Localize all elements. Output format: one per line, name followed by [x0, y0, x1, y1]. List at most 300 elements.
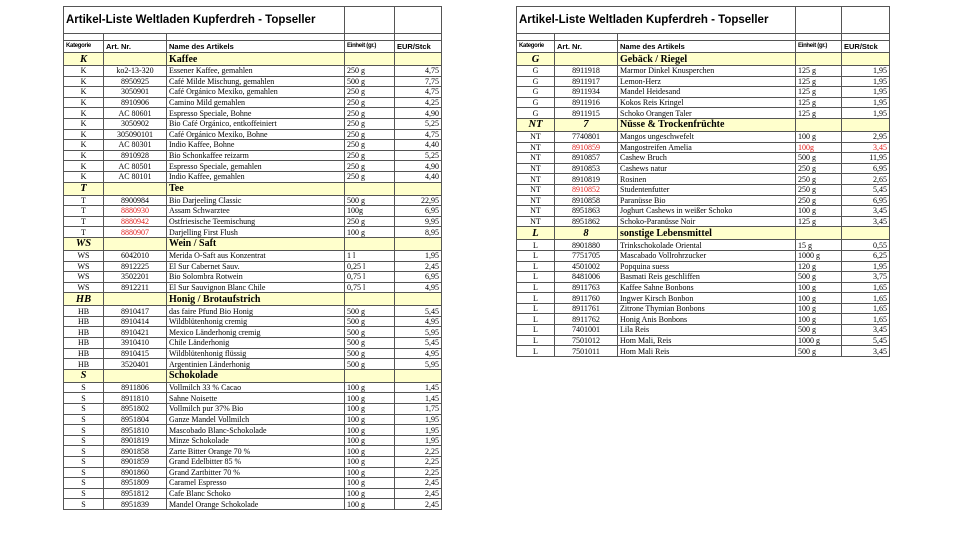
row-article-number: 3050901: [104, 87, 167, 98]
row-unit: 250 g: [796, 195, 842, 206]
row-unit: 100 g: [345, 414, 395, 425]
row-article-number: 8481006: [555, 272, 618, 283]
header-einheit: Einheit (gr.): [345, 41, 395, 53]
row-article-number: AC 80501: [104, 161, 167, 172]
row-unit: 500 g: [345, 76, 395, 87]
row-price: 1,45: [395, 393, 442, 404]
row-price: 2,25: [395, 457, 442, 468]
row-article-name: Essener Kaffee, gemahlen: [167, 66, 345, 77]
row-article-number: 8911918: [555, 66, 618, 77]
column-header-row: [517, 41, 890, 53]
row-category: NT: [517, 216, 555, 227]
row-article-number: 8951863: [555, 206, 618, 217]
row-unit: 125 g: [796, 76, 842, 87]
row-article-name: Indio Kaffee, Bohne: [167, 140, 345, 151]
table-row: [517, 184, 890, 195]
row-article-name: Honig Anis Bonbons: [618, 314, 796, 325]
row-price: 6,95: [395, 272, 442, 283]
row-article-name: Café Milde Mischung, gemahlen: [167, 76, 345, 87]
category-header-row: [64, 237, 442, 250]
row-price: 1,95: [395, 425, 442, 436]
row-unit: 125 g: [796, 97, 842, 108]
row-price: 22,95: [395, 195, 442, 206]
row-category: T: [64, 206, 104, 217]
row-unit: 100 g: [796, 131, 842, 142]
row-category: K: [64, 108, 104, 119]
table-row: [64, 393, 442, 404]
table-row: [517, 97, 890, 108]
table-row: [517, 195, 890, 206]
row-unit: 500 g: [345, 327, 395, 338]
row-price: 5,45: [842, 335, 890, 346]
row-price: 2,45: [395, 488, 442, 499]
row-category: S: [64, 467, 104, 478]
row-article-name: Mangostreifen Amelia: [618, 142, 796, 153]
row-article-number: AC 80101: [104, 171, 167, 182]
row-unit: 250 g: [345, 118, 395, 129]
row-unit: 100 g: [796, 314, 842, 325]
table-row: [64, 499, 442, 510]
empty-cell: [345, 293, 395, 306]
table-row: [64, 216, 442, 227]
row-article-name: Lila Reis: [618, 325, 796, 336]
row-price: 6,95: [842, 195, 890, 206]
row-unit: 250 g: [796, 174, 842, 185]
table-row: [64, 404, 442, 415]
table-row: [517, 66, 890, 77]
row-article-number: 3910410: [104, 338, 167, 349]
table-row: [517, 153, 890, 164]
category-number: [104, 53, 167, 66]
row-price: 5,95: [395, 359, 442, 370]
row-unit: 250 g: [345, 161, 395, 172]
row-article-number: 8911917: [555, 76, 618, 87]
row-category: WS: [64, 261, 104, 272]
row-article-number: 8951812: [104, 488, 167, 499]
row-article-number: 8911916: [555, 97, 618, 108]
row-article-name: Sahne Noisette: [167, 393, 345, 404]
table-row: [64, 150, 442, 161]
row-category: T: [64, 216, 104, 227]
row-category: NT: [517, 153, 555, 164]
row-category: WS: [64, 282, 104, 293]
row-category: NT: [517, 131, 555, 142]
row-article-name: Vollmilch pur 37% Bio: [167, 404, 345, 415]
header-artnr: Art. Nr.: [555, 41, 618, 53]
row-price: 9,95: [395, 216, 442, 227]
row-unit: 15 g: [796, 240, 842, 251]
row-unit: 0,25 l: [345, 261, 395, 272]
row-article-number: 8910414: [104, 316, 167, 327]
row-article-name: Wildblütenhonig cremig: [167, 316, 345, 327]
row-article-name: Chile Länderhonig: [167, 338, 345, 349]
row-unit: 500 g: [345, 359, 395, 370]
row-category: K: [64, 76, 104, 87]
row-article-number: 7401001: [555, 325, 618, 336]
row-price: 4,40: [395, 171, 442, 182]
row-unit: 500 g: [796, 153, 842, 164]
row-article-name: Trinkschokolade Oriental: [618, 240, 796, 251]
row-price: 1,95: [395, 435, 442, 446]
category-code: NT: [517, 118, 555, 131]
row-price: 4,95: [395, 316, 442, 327]
row-article-name: Lemon-Herz: [618, 76, 796, 87]
row-article-name: Zitrone Thymian Bonbons: [618, 303, 796, 314]
row-article-name: Grand Edelbitter 85 %: [167, 457, 345, 468]
row-unit: 100 g: [345, 425, 395, 436]
row-article-name: Wildblütenhonig flüssig: [167, 348, 345, 359]
row-unit: 125 g: [796, 216, 842, 227]
row-article-name: Zarte Bitter Orange 70 %: [167, 446, 345, 457]
row-price: 3,45: [842, 206, 890, 217]
row-unit: 100 g: [796, 282, 842, 293]
table-row: [517, 206, 890, 217]
table-row: [64, 250, 442, 261]
row-article-number: ko2-13-320: [104, 66, 167, 77]
row-article-number: 8880907: [104, 227, 167, 238]
empty-cell: [395, 237, 442, 250]
header-einheit: Einheit (gr.): [796, 41, 842, 53]
row-article-number: 8910852: [555, 184, 618, 195]
table-row: [64, 327, 442, 338]
category-code: T: [64, 182, 104, 195]
row-unit: 100 g: [345, 457, 395, 468]
row-price: 0,55: [842, 240, 890, 251]
row-price: 4,25: [395, 97, 442, 108]
row-article-name: Ganze Mandel Vollmilch: [167, 414, 345, 425]
row-article-number: 8910859: [555, 142, 618, 153]
row-article-number: AC 80601: [104, 108, 167, 119]
category-name: Gebäck / Riegel: [618, 53, 796, 66]
row-category: K: [64, 87, 104, 98]
table-row: [64, 425, 442, 436]
row-article-name: Camino Mild gemahlen: [167, 97, 345, 108]
category-name: Kaffee: [167, 53, 345, 66]
row-price: 6,25: [842, 250, 890, 261]
row-article-number: 8910853: [555, 163, 618, 174]
header-kategorie: Kategorie: [517, 41, 555, 53]
empty-cell: [345, 237, 395, 250]
row-article-number: 6042010: [104, 250, 167, 261]
row-category: NT: [517, 206, 555, 217]
table-row: [64, 66, 442, 77]
row-unit: 100 g: [345, 435, 395, 446]
row-article-number: 8911761: [555, 303, 618, 314]
row-article-number: 8911915: [555, 108, 618, 119]
table-row: [517, 293, 890, 304]
table-row: [517, 325, 890, 336]
row-article-number: 8901860: [104, 467, 167, 478]
table-body: [517, 53, 890, 357]
row-category: L: [517, 282, 555, 293]
row-category: S: [64, 425, 104, 436]
empty-cell: [842, 227, 890, 240]
table-row: [64, 282, 442, 293]
row-unit: 500 g: [345, 316, 395, 327]
row-category: WS: [64, 272, 104, 283]
row-unit: 100 g: [345, 382, 395, 393]
row-unit: 250 g: [345, 171, 395, 182]
empty-cell: [796, 118, 842, 131]
row-article-number: 8910415: [104, 348, 167, 359]
row-price: 2,45: [395, 499, 442, 510]
row-price: 2,25: [395, 467, 442, 478]
table-row: [517, 240, 890, 251]
row-article-name: Assam Schwarztee: [167, 206, 345, 217]
row-price: 4,90: [395, 161, 442, 172]
row-article-number: 7740801: [555, 131, 618, 142]
row-unit: 100 g: [345, 467, 395, 478]
row-article-name: Mexico Länderhonig cremig: [167, 327, 345, 338]
row-article-name: Kokos Reis Kringel: [618, 97, 796, 108]
table-row: [64, 435, 442, 446]
row-price: 4,90: [395, 108, 442, 119]
row-unit: 1000 g: [796, 250, 842, 261]
article-table-left: [63, 6, 442, 510]
category-header-row: [517, 118, 890, 131]
row-article-name: Grand Zartbitter 70 %: [167, 467, 345, 478]
table-row: [517, 108, 890, 119]
empty-cell: [395, 53, 442, 66]
empty-cell: [345, 182, 395, 195]
row-unit: 500 g: [796, 272, 842, 283]
row-unit: 250 g: [796, 184, 842, 195]
table-row: [64, 348, 442, 359]
row-article-name: El Sur Cabernet Sauv.: [167, 261, 345, 272]
row-article-number: 7501012: [555, 335, 618, 346]
row-article-number: 8951809: [104, 478, 167, 489]
table-row: [64, 316, 442, 327]
row-unit: 100 g: [345, 488, 395, 499]
row-category: HB: [64, 327, 104, 338]
row-article-number: 8951802: [104, 404, 167, 415]
row-article-name: Darjelling First Flush: [167, 227, 345, 238]
empty-cell: [395, 182, 442, 195]
row-unit: 125 g: [796, 66, 842, 77]
table-row: [64, 272, 442, 283]
row-article-number: 8950925: [104, 76, 167, 87]
row-category: S: [64, 393, 104, 404]
row-unit: 250 g: [345, 150, 395, 161]
category-header-row: [517, 53, 890, 66]
row-article-name: Cashew Bruch: [618, 153, 796, 164]
row-price: 1,95: [842, 261, 890, 272]
row-unit: 100 g: [796, 206, 842, 217]
row-unit: 500 g: [345, 306, 395, 317]
row-price: 4,95: [395, 282, 442, 293]
sheet-title: Artikel-Liste Weltladen Kupferdreh - Topseller: [64, 7, 345, 34]
table-row: [517, 335, 890, 346]
row-article-name: Hom Mali Reis: [618, 346, 796, 357]
row-article-name: Rosinen: [618, 174, 796, 185]
table-row: [517, 272, 890, 283]
row-article-number: 8951862: [555, 216, 618, 227]
category-number: [555, 53, 618, 66]
row-price: 6,95: [842, 163, 890, 174]
row-article-name: Schoko Orangen Taler: [618, 108, 796, 119]
row-unit: 120 g: [796, 261, 842, 272]
row-category: HB: [64, 359, 104, 370]
row-unit: 250 g: [345, 216, 395, 227]
table-row: [64, 195, 442, 206]
row-price: 4,75: [395, 87, 442, 98]
table-row: [517, 76, 890, 87]
row-unit: 250 g: [345, 140, 395, 151]
row-unit: 500 g: [796, 325, 842, 336]
table-body: [64, 53, 442, 510]
row-article-name: Cafe Blanc Schoko: [167, 488, 345, 499]
row-category: L: [517, 293, 555, 304]
header-name: Name des Artikels: [618, 41, 796, 53]
column-header-row: [64, 41, 442, 53]
table-row: [517, 163, 890, 174]
category-number: [104, 237, 167, 250]
table-row: [64, 140, 442, 151]
row-article-name: Mandel Orange Schokolade: [167, 499, 345, 510]
row-article-number: 8901880: [555, 240, 618, 251]
row-article-name: Marmor Dinkel Knusperchen: [618, 66, 796, 77]
empty-cell: [842, 118, 890, 131]
row-unit: 1 l: [345, 250, 395, 261]
row-category: L: [517, 240, 555, 251]
row-category: G: [517, 108, 555, 119]
row-price: 4,75: [395, 129, 442, 140]
row-unit: 125 g: [796, 108, 842, 119]
row-price: 4,40: [395, 140, 442, 151]
row-article-number: 8911810: [104, 393, 167, 404]
row-article-name: das faire Pfund Bio Honig: [167, 306, 345, 317]
row-article-name: Schoko-Paranüsse Noir: [618, 216, 796, 227]
table-row: [517, 346, 890, 357]
row-category: S: [64, 457, 104, 468]
row-category: L: [517, 346, 555, 357]
row-category: K: [64, 97, 104, 108]
category-number: 7: [555, 118, 618, 131]
row-price: 8,95: [395, 227, 442, 238]
row-unit: 100 g: [796, 303, 842, 314]
row-price: 5,45: [395, 338, 442, 349]
row-article-name: Joghurt Cashews in weißer Schoko: [618, 206, 796, 217]
row-article-number: 8911806: [104, 382, 167, 393]
header-kategorie: Kategorie: [64, 41, 104, 53]
row-category: S: [64, 499, 104, 510]
row-article-name: Studentenfutter: [618, 184, 796, 195]
row-article-number: 3502201: [104, 272, 167, 283]
row-article-name: Paranüsse Bio: [618, 195, 796, 206]
row-category: L: [517, 272, 555, 283]
row-unit: 0,75 l: [345, 282, 395, 293]
row-article-name: Mascabado Vollrohrzucker: [618, 250, 796, 261]
row-article-name: Ingwer Kirsch Bonbon: [618, 293, 796, 304]
table-row: [64, 306, 442, 317]
table-row: [64, 76, 442, 87]
row-article-name: El Sur Sauvignon Blanc Chile: [167, 282, 345, 293]
header-artnr: Art. Nr.: [104, 41, 167, 53]
row-category: L: [517, 303, 555, 314]
sheet-title: Artikel-Liste Weltladen Kupferdreh - Topseller: [517, 7, 796, 34]
row-price: 1,45: [395, 382, 442, 393]
row-article-number: 8911760: [555, 293, 618, 304]
row-category: HB: [64, 316, 104, 327]
header-eur: EUR/Stck: [842, 41, 890, 53]
row-article-number: 3050902: [104, 118, 167, 129]
empty-cell: [395, 369, 442, 382]
row-article-number: 8910819: [555, 174, 618, 185]
row-category: T: [64, 195, 104, 206]
row-article-number: 8910417: [104, 306, 167, 317]
row-article-number: 8901858: [104, 446, 167, 457]
row-price: 3,75: [842, 272, 890, 283]
row-unit: 125 g: [796, 87, 842, 98]
table-row: [64, 97, 442, 108]
row-category: WS: [64, 250, 104, 261]
table-row: [517, 282, 890, 293]
table-row: [64, 206, 442, 217]
row-price: 5,45: [395, 306, 442, 317]
row-article-number: 8900984: [104, 195, 167, 206]
row-article-name: Bio Darjeeling Classic: [167, 195, 345, 206]
row-price: 4,75: [395, 66, 442, 77]
row-article-number: 8910928: [104, 150, 167, 161]
row-price: 2,65: [842, 174, 890, 185]
row-article-number: 8951810: [104, 425, 167, 436]
row-price: 1,95: [395, 250, 442, 261]
header-eur: EUR/Stck: [395, 41, 442, 53]
row-unit: 250 g: [345, 108, 395, 119]
row-price: 3,45: [842, 216, 890, 227]
row-article-number: 8880942: [104, 216, 167, 227]
table-row: [64, 261, 442, 272]
row-price: 1,95: [842, 66, 890, 77]
row-price: 2,95: [842, 131, 890, 142]
row-article-name: Café Orgánico Mexiko, gemahlen: [167, 87, 345, 98]
table-row: [64, 414, 442, 425]
empty-cell: [345, 53, 395, 66]
row-article-name: Argentinien Länderhonig: [167, 359, 345, 370]
row-category: G: [517, 66, 555, 77]
row-category: K: [64, 118, 104, 129]
row-category: HB: [64, 306, 104, 317]
table-row: [64, 118, 442, 129]
row-category: S: [64, 446, 104, 457]
row-price: 2,25: [395, 446, 442, 457]
row-category: S: [64, 435, 104, 446]
row-category: K: [64, 140, 104, 151]
row-article-number: 8910906: [104, 97, 167, 108]
row-unit: 250 g: [345, 129, 395, 140]
row-article-number: 8911762: [555, 314, 618, 325]
row-price: 1,95: [395, 414, 442, 425]
table-row: [517, 142, 890, 153]
row-unit: 100 g: [345, 499, 395, 510]
category-name: Honig / Brotaufstrich: [167, 293, 345, 306]
table-row: [64, 87, 442, 98]
row-article-name: Espresso Speciale, gemahlen: [167, 161, 345, 172]
category-header-row: [64, 293, 442, 306]
table-row: [64, 129, 442, 140]
row-article-number: 8910857: [555, 153, 618, 164]
row-article-name: Bio Solombra Rotwein: [167, 272, 345, 283]
row-article-number: 8910421: [104, 327, 167, 338]
category-name: Tee: [167, 182, 345, 195]
row-unit: 100 g: [345, 446, 395, 457]
row-price: 1,95: [842, 97, 890, 108]
row-price: 3,45: [842, 346, 890, 357]
row-article-number: 8901859: [104, 457, 167, 468]
article-table-right: [516, 6, 890, 357]
row-article-name: Ostfriesische Teemischung: [167, 216, 345, 227]
row-article-name: Bio Café Orgánico, entkoffeiniert: [167, 118, 345, 129]
